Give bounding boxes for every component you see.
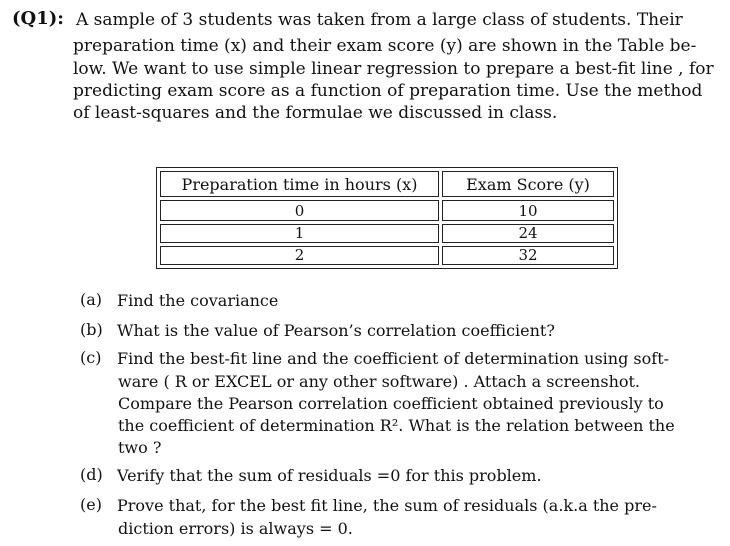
part-text: ware ( R or EXCEL or any other software) . Attach a screenshot. [118, 372, 641, 391]
data-table [156, 167, 618, 269]
intro-line: preparation time (x) and their exam score (y) are shown in the Table be- [73, 36, 697, 56]
table-header-row [160, 171, 614, 197]
part-text: two ? [118, 438, 162, 457]
cell-y: 32 [442, 246, 614, 265]
question-label: (Q1): [12, 8, 64, 29]
intro-line: of least-squares and the formulae we discussed in class. [73, 103, 558, 123]
table-row [160, 224, 614, 243]
part-text: Verify that the sum of residuals =0 for this problem. [117, 466, 542, 485]
part-text: Find the covariance [117, 291, 279, 310]
cell-x: 0 [160, 200, 439, 221]
part-text: What is the value of Pearson’s correlation coefficient? [117, 321, 555, 340]
part-label: (b) [80, 320, 103, 339]
table-row [160, 200, 614, 221]
table-row [160, 246, 614, 265]
part-text: Prove that, for the best fit line, the sum of residuals (a.k.a the pre- [117, 496, 657, 515]
cell-x: 1 [160, 224, 439, 243]
cell-y: 10 [442, 200, 614, 221]
part-text: diction errors) is always = 0. [118, 519, 353, 538]
header-preparation-time: Preparation time in hours (x) [160, 171, 439, 197]
part-text: the coefficient of determination R². What is the relation between the [118, 416, 675, 435]
cell-x: 2 [160, 246, 439, 265]
header-exam-score: Exam Score (y) [442, 171, 614, 197]
part-label: (c) [80, 348, 102, 367]
part-label: (d) [80, 465, 103, 484]
intro-line: low. We want to use simple linear regression to prepare a best-fit line , for [73, 59, 714, 79]
part-label: (e) [80, 495, 102, 514]
intro-line: predicting exam score as a function of preparation time. Use the method [73, 81, 703, 101]
intro-line: A sample of 3 students was taken from a large class of students. Their [76, 10, 683, 30]
cell-y: 24 [442, 224, 614, 243]
part-text: Compare the Pearson correlation coefficient obtained previously to [118, 394, 664, 413]
part-text: Find the best-fit line and the coefficient of determination using soft- [117, 349, 670, 368]
part-label: (a) [80, 290, 103, 309]
